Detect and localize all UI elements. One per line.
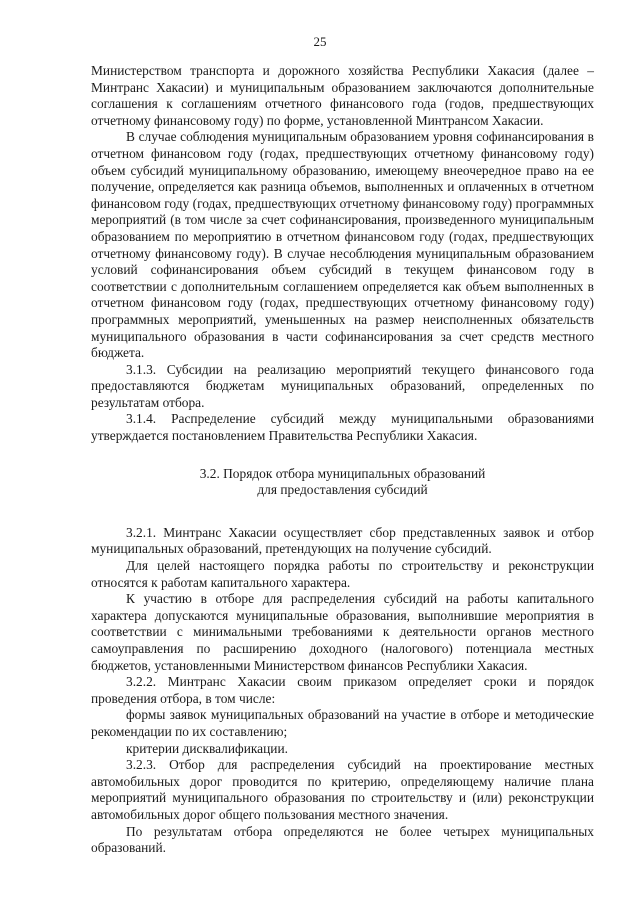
paragraph-3-1-4: 3.1.4. Распределение субсидий между муниципальными образованиями утверждается постановлением Правительства Республики Хакасия. — [91, 411, 594, 444]
paragraph-3-1-3: 3.1.3. Субсидии на реализацию мероприятий текущего финансового года предоставляются бюджетам муниципальных образований, определенных по результатам отбора. — [91, 361, 594, 410]
document-body — [91, 63, 594, 857]
paragraph-3-2-3: 3.2.3. Отбор для распределения субсидий на проектирование местных автомобильных дорог проводится по критерию, определяющему наличие плана мероприятий муниципального образования по строительству и (или) реконструкции автомобильных дорог общего пользования местного значения. — [91, 757, 594, 822]
page-number: 25 — [313, 34, 327, 49]
paragraph-selection-result: По результатам отбора определяются не более четырех муниципальных образований. — [91, 823, 594, 856]
section-heading-line-2: для предоставления субсидий — [257, 482, 428, 498]
list-item-application-forms: формы заявок муниципальных образований на участие в отборе и методические рекомендации по их составлению; — [91, 707, 594, 739]
paragraph-continuation: Министерством транспорта и дорожного хозяйства Республики Хакасия (далее – Минтранс Хакасии) и муниципальным образованием заключаются дополнительные соглашения к соглашениям отчетного финансового года (годов, предшествующих отчетному финансовому году) по форме, установленной Минтрансом Хакасии. — [91, 63, 594, 128]
paragraph-cofinancing: В случае соблюдения муниципальным образованием уровня софинансирования в отчетном финансовом году (годах, предшествующих отчетному финансовому году) объем субсидий муниципальному образованию, имеющему внеочередное право на ее получение, определяется как разница объемов, выполненных и оплаченных в отчетном финансовом году (годах, предшествующих отчетному финансовому году) программных мероприятий (в том числе за счет софинансирования, произведенного муниципальным образованием по мероприятию в отчетном финансовом году (годах, предшествующих отчетному финансовому году). В случае несоблюдения муниципальным образованием условий софинансирования объем субсидий в текущем финансовом году в соответствии с дополнительным соглашением определяется как объем выполненных в отчетном финансовом году (годах, предшествующих отчетному финансовому году) программных мероприятий, уменьшенных на размер неисполненных обязательств муниципального образования в части софинансирования за счет средств местного бюджета. — [91, 129, 594, 361]
section-heading-3-2 — [91, 466, 594, 499]
paragraph-admission: К участию в отборе для распределения субсидий на работы капитального характера допускаются муниципальные образования, выполнившие мероприятия в соответствии с минимальными требованиями к деятельности органов местного самоуправления по расширению доходного (налогового) потенциала местных бюджетов, установленными Министерством финансов Республики Хакасия. — [91, 591, 594, 673]
list-item-disqualification: критерии дисквалификации. — [126, 740, 288, 756]
section-heading-line-1: 3.2. Порядок отбора муниципальных образований — [199, 465, 486, 481]
paragraph-3-2-1: 3.2.1. Минтранс Хакасии осуществляет сбор представленных заявок и отбор муниципальных образований, претендующих на получение субсидий. — [91, 524, 594, 557]
paragraph-capital-works: Для целей настоящего порядка работы по строительству и реконструкции относятся к работам капитального характера. — [91, 558, 594, 590]
paragraph-3-2-2: 3.2.2. Минтранс Хакасии своим приказом определяет сроки и порядок проведения отбора, в том числе: — [91, 674, 594, 706]
